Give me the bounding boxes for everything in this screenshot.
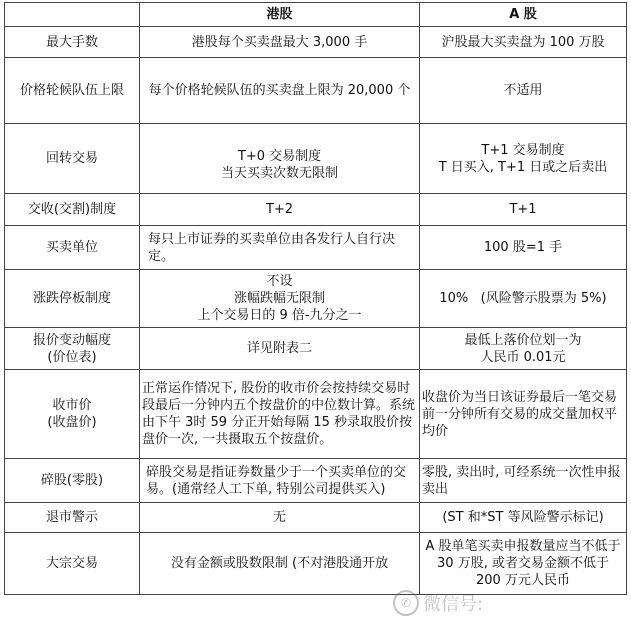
watermark-text: 微信号: (423, 594, 484, 615)
hk-cell: T+0 交易制度 当天买卖次数无限制 (140, 124, 420, 194)
a-cell: T+1 交易制度 T 日买入, T+1 日或之后卖出 (420, 124, 627, 194)
a-cell: 沪股最大买卖盘为 100 万股 (420, 27, 627, 58)
hk-cell: 碎股交易是指证券数量少于一个买卖单位的交易。(通常经人工下单, 特别公司提供买入) (140, 459, 420, 503)
row-label: 买卖单位 (5, 226, 140, 270)
header-row (5, 3, 627, 27)
table-row (5, 459, 627, 503)
a-cell: (ST 和*ST 等风险警示标记) (420, 503, 627, 533)
row-label: 最大手数 (5, 27, 140, 58)
table-row (5, 124, 627, 194)
header-hk: 港股 (140, 3, 420, 27)
table-row (5, 370, 627, 459)
hk-cell: 每个价格轮候队伍的买卖盘上限为 20,000 个 (140, 58, 420, 124)
row-label: 收市价 (收盘价) (5, 370, 140, 459)
a-cell: 零股, 卖出时, 可经系统一次性申报卖出 (420, 459, 627, 503)
a-cell: 不适用 (420, 58, 627, 124)
table-row (5, 58, 627, 124)
row-label: 报价变动幅度 (价位表) (5, 328, 140, 370)
header-a: A 股 (420, 3, 627, 27)
row-label: 大宗交易 (5, 533, 140, 595)
hk-cell: 无 (140, 503, 420, 533)
a-cell: 100 股=1 手 (420, 226, 627, 270)
row-label: 回转交易 (5, 124, 140, 194)
row-label: 价格轮候队伍上限 (5, 58, 140, 124)
row-label: 碎股(零股) (5, 459, 140, 503)
a-cell: 10% (风险警示股票为 5%) (420, 270, 627, 328)
table-row (5, 194, 627, 226)
watermark (393, 586, 623, 620)
hk-cell: T+2 (140, 194, 420, 226)
hk-cell: 正常运作情况下, 股份的收市价会按持续交易时段最后一分钟内五个按盘价的中位数计算。系统由下午 3时 59 分正开始每隔 15 秒录取股价按盘价一次, 一共摄取五个按盘价。 (140, 370, 420, 459)
hk-cell: 没有金额或股数限制 (不对港股通开放 (140, 533, 420, 595)
a-cell: A 股单笔买卖申报数量应当不低于 30 万股, 或者交易金额不低于 200 万元人民币 (420, 533, 627, 595)
row-label: 交收(交割)制度 (5, 194, 140, 226)
a-cell: T+1 (420, 194, 627, 226)
hk-cell: 不设 涨幅跌幅无限制 上个交易日的 9 倍-九分之一 (140, 270, 420, 328)
table-row (5, 270, 627, 328)
header-empty (5, 3, 140, 27)
table-row (5, 328, 627, 370)
row-label: 退市警示 (5, 503, 140, 533)
hk-cell: 详见附表二 (140, 328, 420, 370)
table-row (5, 27, 627, 58)
wechat-icon: ✆ (393, 590, 419, 616)
table-row (5, 226, 627, 270)
hk-cell: 每只上市证券的买卖单位由各发行人自行决定。 (140, 226, 420, 270)
table-row (5, 503, 627, 533)
comparison-table (4, 2, 627, 595)
a-cell: 收盘价为当日该证券最后一笔交易前一分钟所有交易的成交量加权平均价 (420, 370, 627, 459)
hk-cell: 港股每个买卖盘最大 3,000 手 (140, 27, 420, 58)
a-cell: 最低上落价位划一为 人民币 0.01元 (420, 328, 627, 370)
row-label: 涨跌停板制度 (5, 270, 140, 328)
